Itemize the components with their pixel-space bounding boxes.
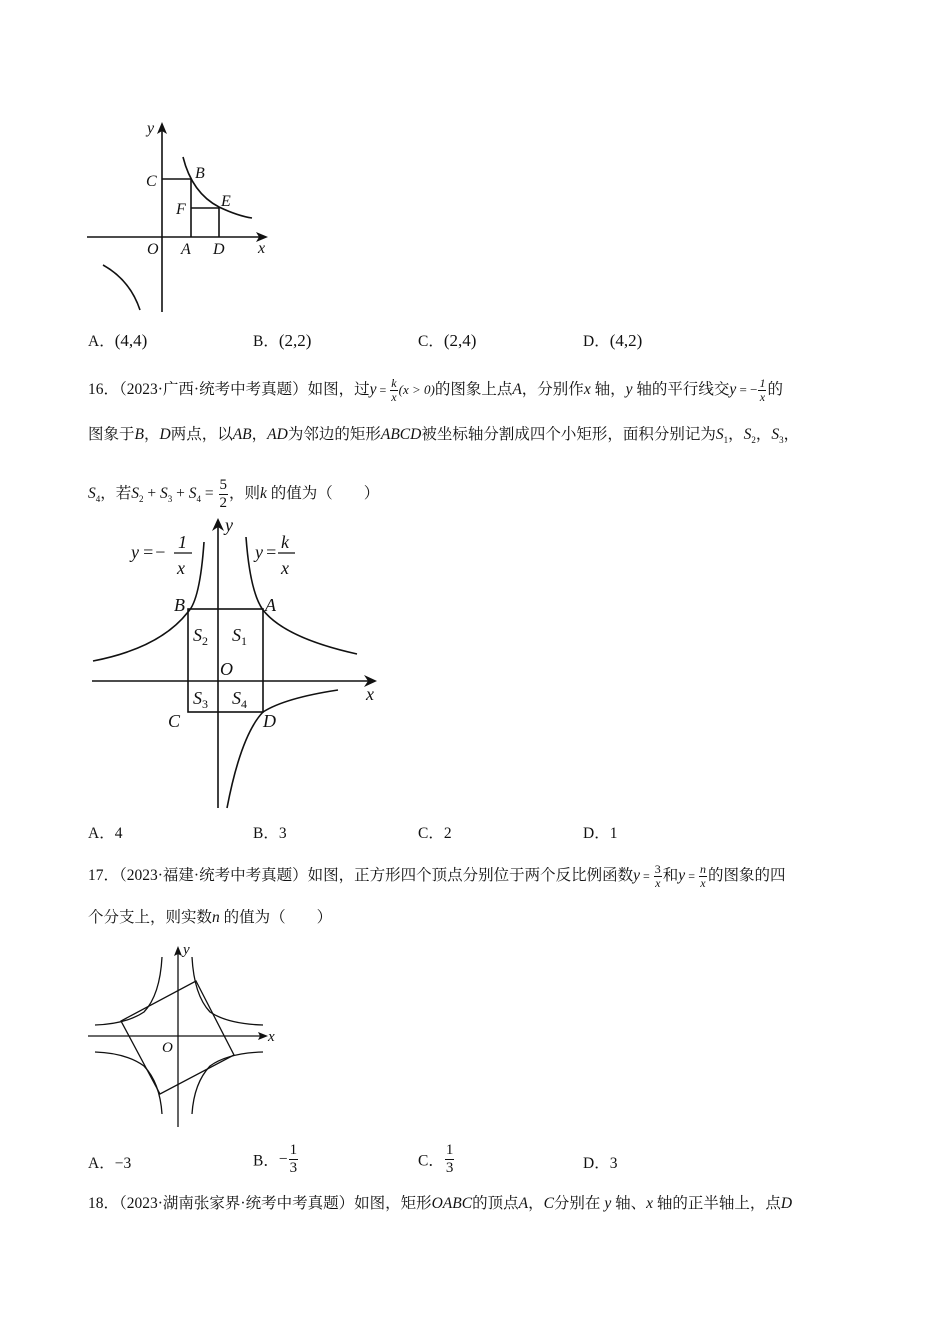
fraction-1-over-x: $\frac{1}{x}$ <box>759 376 766 404</box>
question-number: 16． <box>88 381 120 399</box>
q15-label-B: B <box>195 165 205 182</box>
q16-label-A: A <box>265 595 276 615</box>
q16-label-C: C <box>168 711 181 731</box>
option-value: 3 <box>609 1155 618 1172</box>
q16-line-3: $S_4$，若$S_2 + S_3 + S_4$ = $\frac{5}{2}$ ，则k 的值为（ ） <box>88 477 380 511</box>
q16-label-y: y <box>225 515 233 535</box>
option-letter: C． <box>418 333 444 350</box>
option-value: (2,2) <box>278 331 312 350</box>
option-letter: A． <box>88 1155 115 1172</box>
q18-line-1: 18．（2023·湖南张家界·统考中考真题）如图，矩形OABC的顶点A，C分别在 y 轴、x 轴的正半轴上，点D <box>88 1195 793 1212</box>
option-value: 2 <box>443 825 452 842</box>
q16-label-x: x <box>366 684 374 704</box>
q17-option-b[interactable]: B．− $\frac{1}{3}$ <box>253 1142 298 1176</box>
q16-label-S2: $S_2$ <box>193 625 208 648</box>
q16-label-O: O <box>220 659 233 679</box>
q16-label-S1: $S_1$ <box>232 625 247 648</box>
q16-right-eq-den: x <box>281 558 289 578</box>
q17-line-2: 个分支上，则实数n 的值为（ ） <box>88 909 333 926</box>
q16-line-1: 16．（2023·广西·统考中考真题）如图，过y = $\frac{k}{x}$ (x > 0)的图象上点A，分别作x 轴，y 轴的平行线交y = − $\frac{1}{x}$ 的 <box>88 376 783 404</box>
q15-label-C: C <box>146 173 157 190</box>
option-letter: A． <box>88 333 115 350</box>
q16-right-eq-y: y <box>255 542 263 562</box>
fraction-1-over-3: $\frac{1}{3}$ <box>289 1142 298 1176</box>
option-value: 4 <box>114 825 123 842</box>
option-letter: D． <box>583 825 610 842</box>
question-source: （2023·福建·统考中考真题） <box>119 867 308 885</box>
q16-right-eq-num: k <box>281 532 289 552</box>
option-value: (4,2) <box>609 331 643 350</box>
fraction-1-over-3: $\frac{1}{3}$ <box>445 1142 454 1176</box>
question-source: （2023·湖南张家界·统考中考真题） <box>119 1195 355 1212</box>
q17-label-y: y <box>183 942 190 958</box>
option-letter: B． <box>253 825 279 842</box>
q16-left-eq-y: y <box>131 542 139 562</box>
q17-label-O: O <box>162 1040 173 1056</box>
fraction-n-over-x: $\frac{n}{x}$ <box>699 862 706 890</box>
option-letter: B． <box>253 1152 279 1170</box>
q16-left-eq-den: x <box>177 558 185 578</box>
option-value: −3 <box>114 1155 132 1172</box>
q17-option-d[interactable] <box>583 1151 617 1173</box>
option-value: (2,4) <box>443 331 477 350</box>
fraction-k-over-x: $\frac{k}{x}$ <box>391 376 397 404</box>
q16-right-eq-sign: = <box>265 542 278 562</box>
question-number: 17． <box>88 867 120 885</box>
q16-label-D: D <box>263 711 276 731</box>
q15-label-O: O <box>147 241 159 258</box>
q17-option-c[interactable] <box>418 1142 455 1177</box>
q16-label-S4: $S_4$ <box>232 688 247 711</box>
fraction-3-over-x: $\frac{3}{x}$ <box>654 862 661 890</box>
q16-label-S3: $S_3$ <box>193 688 208 711</box>
option-letter: C． <box>418 1152 444 1170</box>
q15-label-E: E <box>221 193 231 210</box>
option-letter: A． <box>88 825 115 842</box>
q16-line-2: 图象于B，D两点，以AB，AD为邻边的矩形ABCD被坐标轴分割成四个小矩形，面积分别记为$S_1$，$S_2$，$S_3$， <box>88 426 800 446</box>
q15-label-F: F <box>176 201 186 218</box>
q15-label-A: A <box>181 241 191 258</box>
q15-label-D: D <box>213 241 225 258</box>
option-letter: C． <box>418 825 444 842</box>
q17-label-x: x <box>268 1029 275 1045</box>
option-letter: B． <box>253 333 279 350</box>
question-source: （2023·广西·统考中考真题） <box>119 381 308 399</box>
q15-label-y: y <box>147 120 155 137</box>
option-value: 1 <box>609 825 618 842</box>
question-number: 18． <box>88 1195 120 1212</box>
option-value: (4,4) <box>114 331 148 350</box>
q17-option-a[interactable] <box>88 1151 131 1173</box>
option-letter: D． <box>583 333 610 350</box>
fraction-5-over-2: $\frac{5}{2}$ <box>219 477 228 511</box>
q16-left-eq-sign: =− <box>142 542 167 562</box>
q16-label-B: B <box>174 595 185 615</box>
q15-label-x: x <box>258 240 266 257</box>
q17-line-1: 17．（2023·福建·统考中考真题）如图，正方形四个顶点分别位于两个反比例函数y = $\frac{3}{x}$ 和y = $\frac{n}{x}$ 的图象的四 <box>88 862 786 890</box>
option-value: 3 <box>278 825 287 842</box>
option-letter: D． <box>583 1155 610 1172</box>
q16-left-eq-num: 1 <box>178 532 187 552</box>
